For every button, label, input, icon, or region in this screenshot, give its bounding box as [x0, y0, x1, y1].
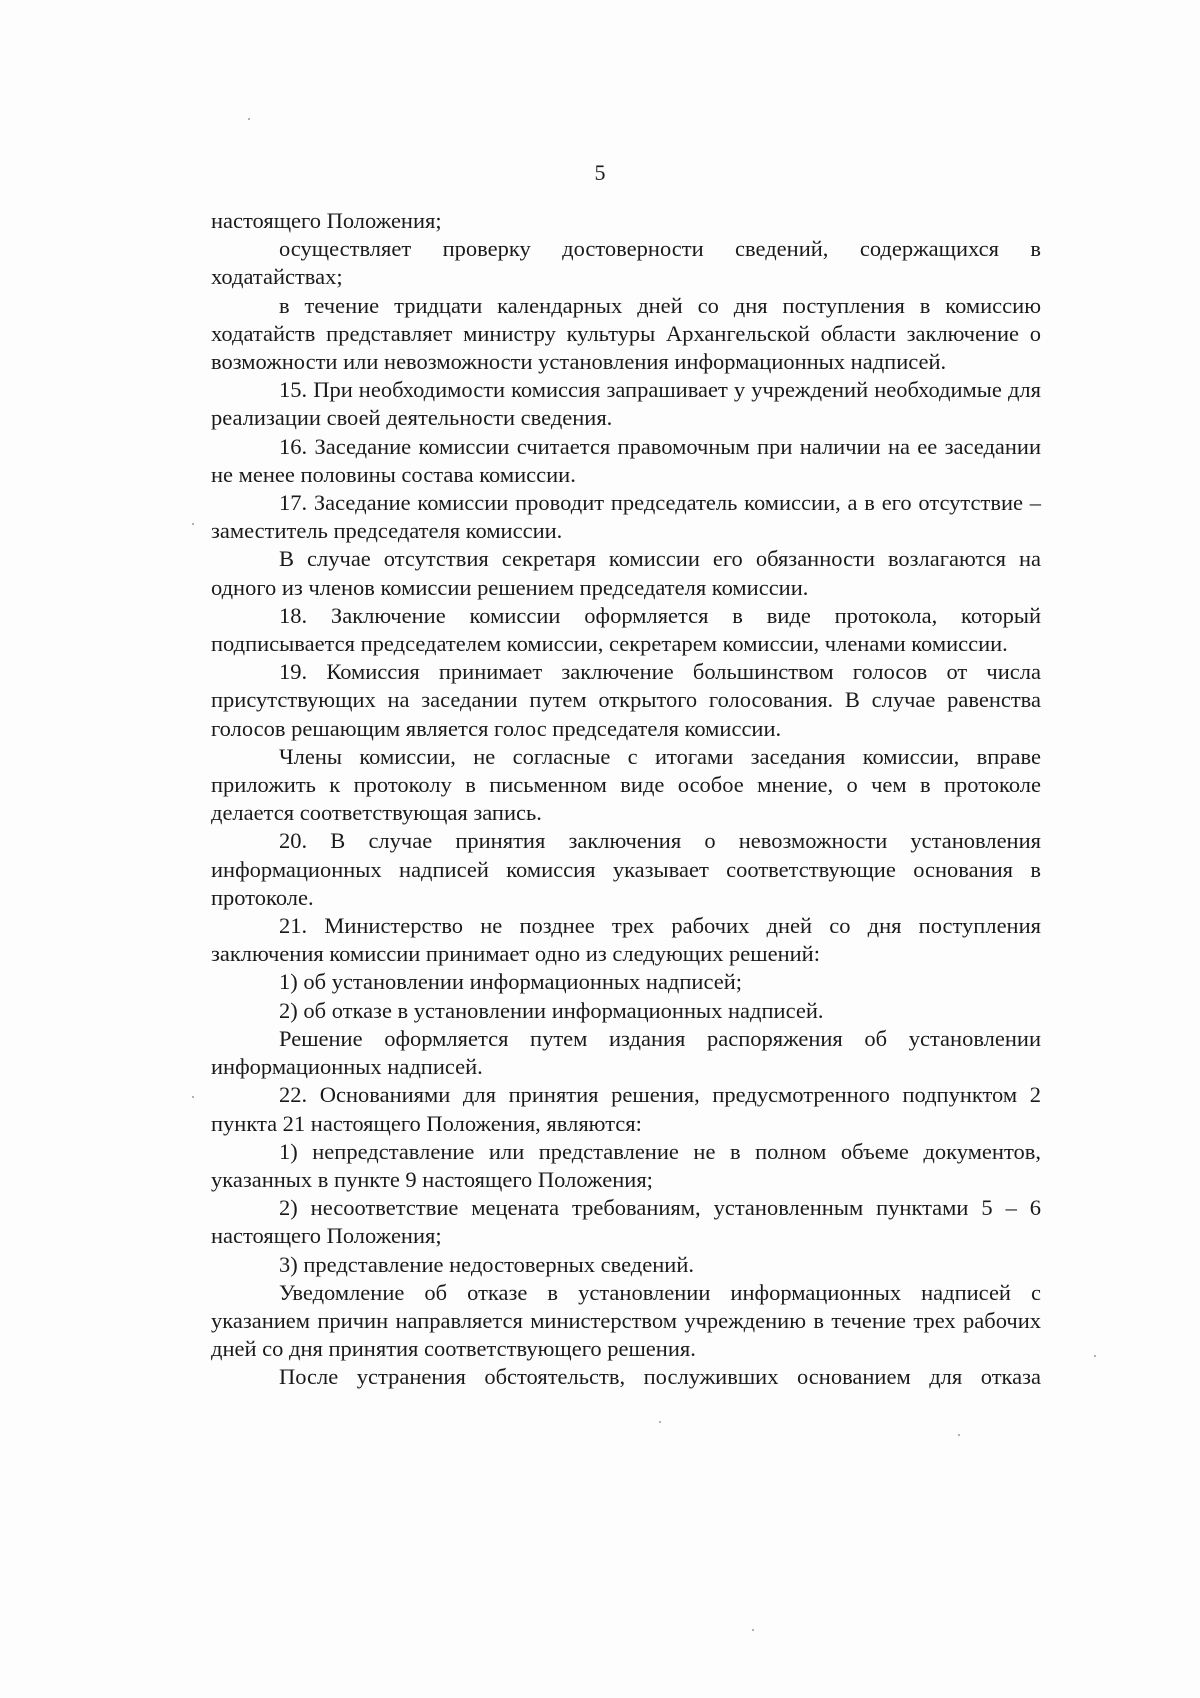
paragraph: Члены комиссии, не согласные с итогами заседания комиссии, вправе приложить к протоколу в письменном виде особое мнение, о чем в протоколе делается соответствующая запись.	[211, 743, 1041, 826]
paragraph: настоящего Положения;	[211, 208, 442, 233]
paragraph: в течение тридцати календарных дней со дня поступления в комиссию ходатайств представляет министру культуры Архангельской области заключение о возможности или невозможности установления информационных надписей.	[211, 292, 1041, 375]
scan-speck	[659, 1421, 661, 1423]
paragraph: 15. При необходимости комиссия запрашивает у учреждений необходимые для реализации своей деятельности сведения.	[211, 377, 1041, 431]
list-item: 1) об установлении информационных надписей;	[279, 969, 742, 995]
scan-speck	[248, 118, 250, 120]
scan-speck	[752, 1629, 754, 1631]
paragraph: 20. В случае принятия заключения о невозможности установления информационных надписей комиссия указывает соответствующие основания в протоколе.	[211, 828, 1041, 910]
paragraph: 22. Основаниями для принятия решения, предусмотренного подпунктом 2 пункта 21 настоящего Положения, являются:	[211, 1082, 1041, 1136]
paragraph: осуществляет проверку достоверности сведений, содержащихся в ходатайствах;	[211, 236, 1041, 290]
list-item: 3) представление недостоверных сведений.	[279, 1251, 694, 1277]
paragraph: После устранения обстоятельств, послуживших основанием для отказа	[279, 1364, 1041, 1390]
list-item: 1) непредставление или представление не в полном объеме документов, указанных в пункте 9 настоящего Положения;	[211, 1138, 1041, 1192]
paragraph: Уведомление об отказе в установлении информационных надписей с указанием причин направляется министерством учреждению в течение трех рабочих дней со дня принятия соответствующего решения.	[211, 1279, 1041, 1362]
list-item: 2) об отказе в установлении информационных надписей.	[279, 997, 824, 1023]
scan-speck	[192, 523, 194, 525]
scan-speck	[192, 1096, 194, 1098]
paragraph: В случае отсутствия секретаря комиссии его обязанности возлагаются на одного из членов комиссии решением председателя комиссии.	[211, 546, 1041, 600]
list-item: 2) несоответствие мецената требованиям, установленным пунктами 5 – 6 настоящего Положения;	[211, 1195, 1041, 1249]
paragraph: Решение оформляется путем издания распоряжения об установлении информационных надписей.	[211, 1025, 1041, 1080]
paragraph: 21. Министерство не позднее трех рабочих дней со дня поступления заключения комиссии принимает одно из следующих решений:	[211, 913, 1041, 967]
paragraph: 18. Заключение комиссии оформляется в виде протокола, который подписывается председателем комиссии, секретарем комиссии, членами комиссии.	[211, 602, 1041, 657]
paragraph: 17. Заседание комиссии проводит председатель комиссии, а в его отсутствие – заместитель председателя комиссии.	[211, 490, 1041, 544]
scan-speck	[958, 1434, 960, 1436]
paragraph: 19. Комиссия принимает заключение большинством голосов от числа присутствующих на заседании путем открытого голосования. В случае равенства голосов решающим является голос председателя комиссии.	[211, 659, 1041, 741]
scan-speck	[1094, 1355, 1096, 1357]
document-body	[211, 207, 1041, 1392]
page-number: 5	[594, 160, 606, 185]
paragraph: 16. Заседание комиссии считается правомочным при наличии на ее заседании не менее половины состава комиссии.	[211, 433, 1041, 487]
